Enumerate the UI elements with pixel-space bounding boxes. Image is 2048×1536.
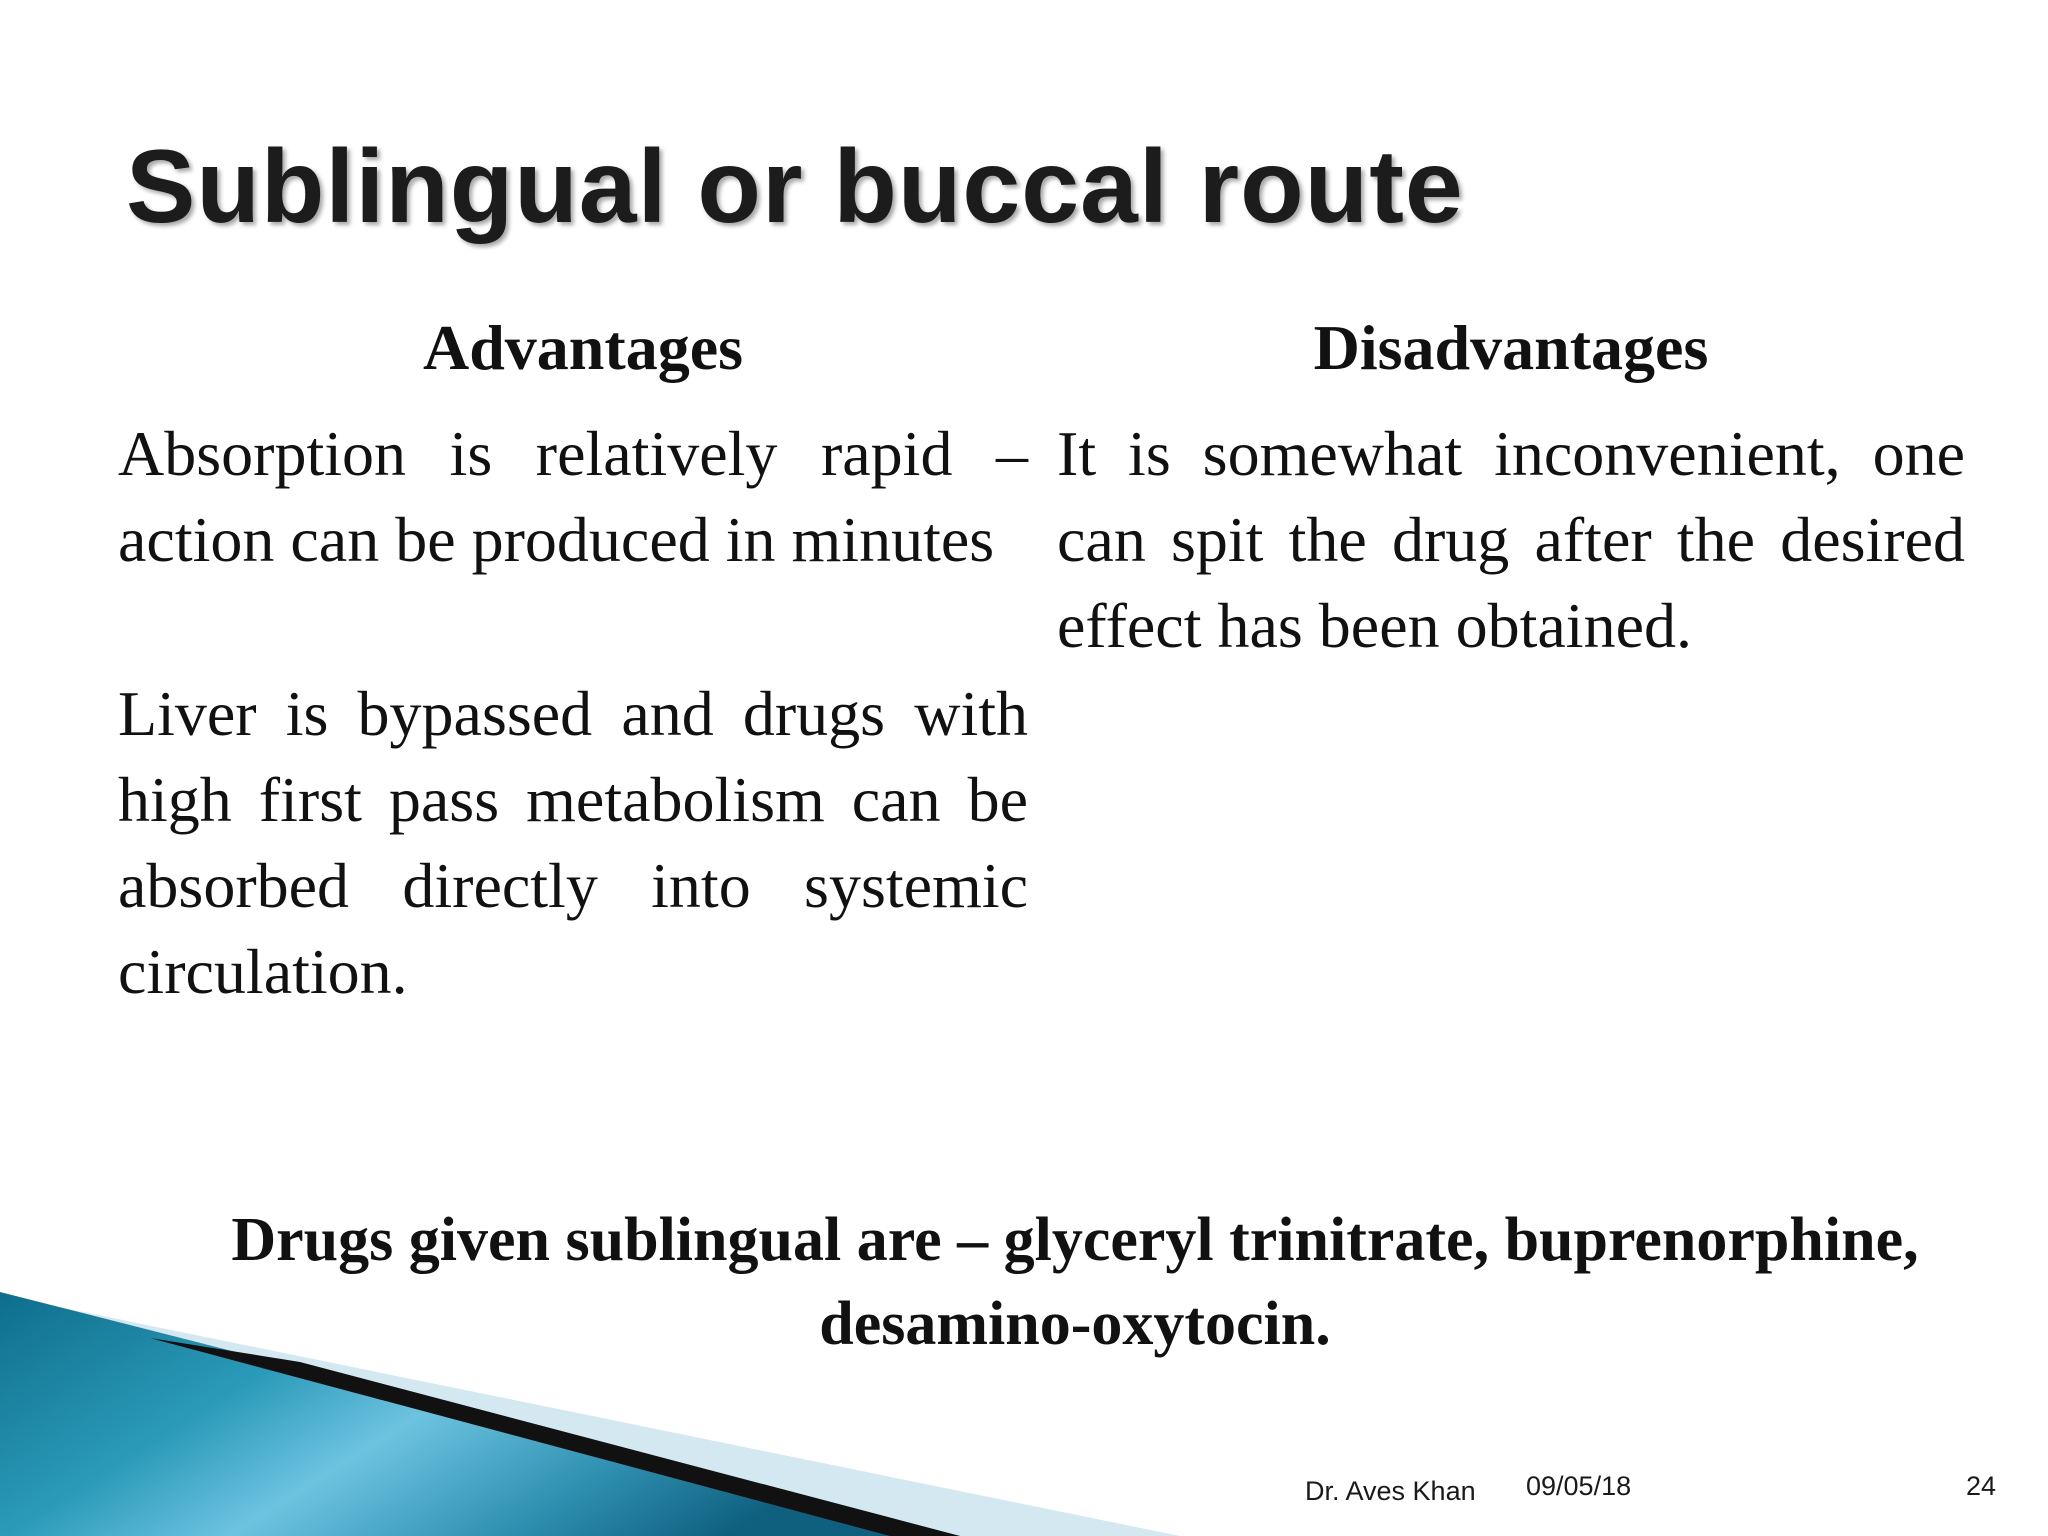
disadvantages-column: [1057, 308, 1965, 669]
page-number: 24: [1966, 1471, 1997, 1501]
summary-line: desamino-oxytocin.: [819, 1290, 1331, 1358]
advantages-column: [118, 308, 1028, 1015]
advantages-heading: Advantages: [422, 312, 744, 383]
summary-line: Drugs given sublingual are – glyceryl trinitrate, buprenorphine,: [231, 1206, 1919, 1274]
slide-title: Sublingual or buccal route: [126, 129, 1464, 245]
footer-date: 09/05/18: [1526, 1471, 1632, 1501]
disadvantage-item: It is somewhat inconvenient, one can spit the drug after the desired effect has been obtained.: [1057, 418, 1965, 661]
advantage-item: Absorption is relatively rapid – action can be produced in minutes: [118, 418, 1028, 575]
summary-statement: [100, 1198, 2048, 1366]
footer-author: Dr. Aves Khan: [1305, 1476, 1476, 1506]
disadvantages-heading: Disadvantages: [1313, 312, 1709, 383]
advantage-item: Liver is bypassed and drugs with high first pass metabolism can be absorbed directly into systemic circulation.: [118, 678, 1028, 1007]
